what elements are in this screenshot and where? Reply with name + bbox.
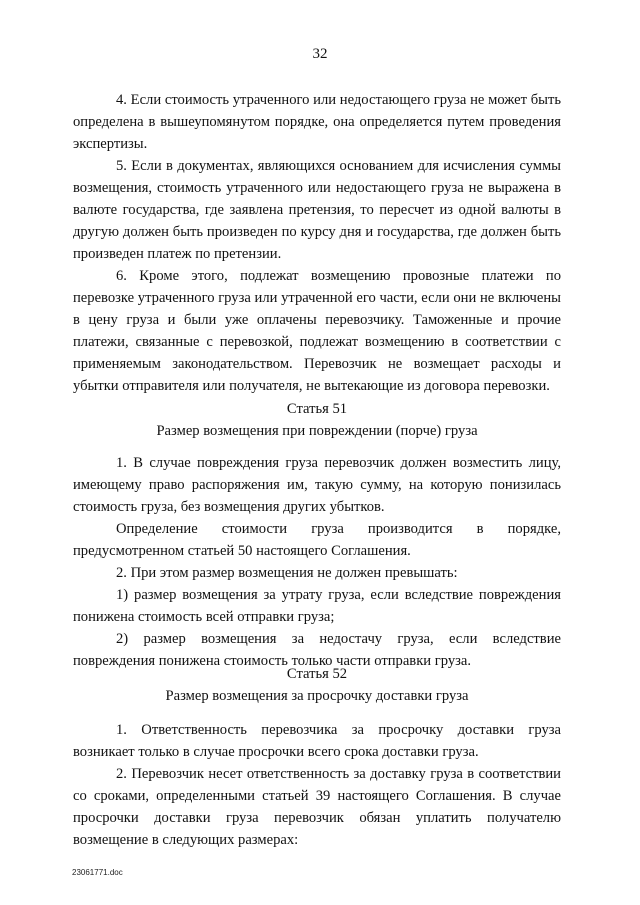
article-51-heading <box>73 398 561 442</box>
paragraph: 1) размер возмещения за утрату груза, если вследствие повреждения понижена стоимость всей отправки груза; <box>73 587 561 625</box>
article-number: Статья 52 <box>286 666 348 682</box>
article-title: Размер возмещения за просрочку доставки груза <box>165 688 469 704</box>
page-number: 32 <box>312 46 328 62</box>
article-number: Статья 51 <box>286 401 348 417</box>
article-title: Размер возмещения при повреждении (порче) груза <box>156 423 478 439</box>
article-51-body <box>73 452 561 672</box>
footer-filename: 23061771.doc <box>72 868 123 877</box>
paragraph: 6. Кроме этого, подлежат возмещению провозные платежи по перевозке утраченного груза или утраченной его части, если они не включены в цену груза и были уже оплачены перевозчику. Таможенные и прочие платежи, связанные с перевозкой, подлежат возмещению в соответствии с применяемым законодательством. Перевозчик не возмещает расходы и убытки отправителя или получателя, не вытекающие из договора перевозки. <box>73 268 561 394</box>
paragraph: 1. В случае повреждения груза перевозчик должен возместить лицу, имеющему право распоряжения им, такую сумму, на которую понизилась стоимость груза, без возмещения других убытков. <box>73 455 561 515</box>
paragraph: 1. Ответственность перевозчика за просрочку доставки груза возникает только в случае просрочки всего срока доставки груза. <box>73 722 561 760</box>
paragraph: Определение стоимости груза производится в порядке, предусмотренном статьей 50 настоящего Соглашения. <box>73 521 561 559</box>
section-top <box>73 89 561 397</box>
article-52-heading <box>73 663 561 707</box>
paragraph: 2. Перевозчик несет ответственность за доставку груза в соответствии со сроками, определенными статьей 39 настоящего Соглашения. В случае просрочки доставки груза перевозчик обязан уплатить получателю возмещение в следующих размерах: <box>73 766 561 848</box>
article-52-body <box>73 719 561 851</box>
paragraph: 2. При этом размер возмещения не должен превышать: <box>116 565 458 581</box>
paragraph: 2) размер возмещения за недостачу груза, если вследствие повреждения понижена стоимость только части отправки груза. <box>73 631 561 669</box>
paragraph: 4. Если стоимость утраченного или недостающего груза не может быть определена в вышеупомянутом порядке, она определяется путем проведения экспертизы. <box>73 92 561 152</box>
paragraph: 5. Если в документах, являющихся основанием для исчисления суммы возмещения, стоимость утраченного или недостающего груза не выражена в валюте государства, где заявлена претензия, то пересчет из одной валюты в другую должен быть произведен по курсу дня и государства, где должен быть произведен платеж по претензии. <box>73 158 561 262</box>
